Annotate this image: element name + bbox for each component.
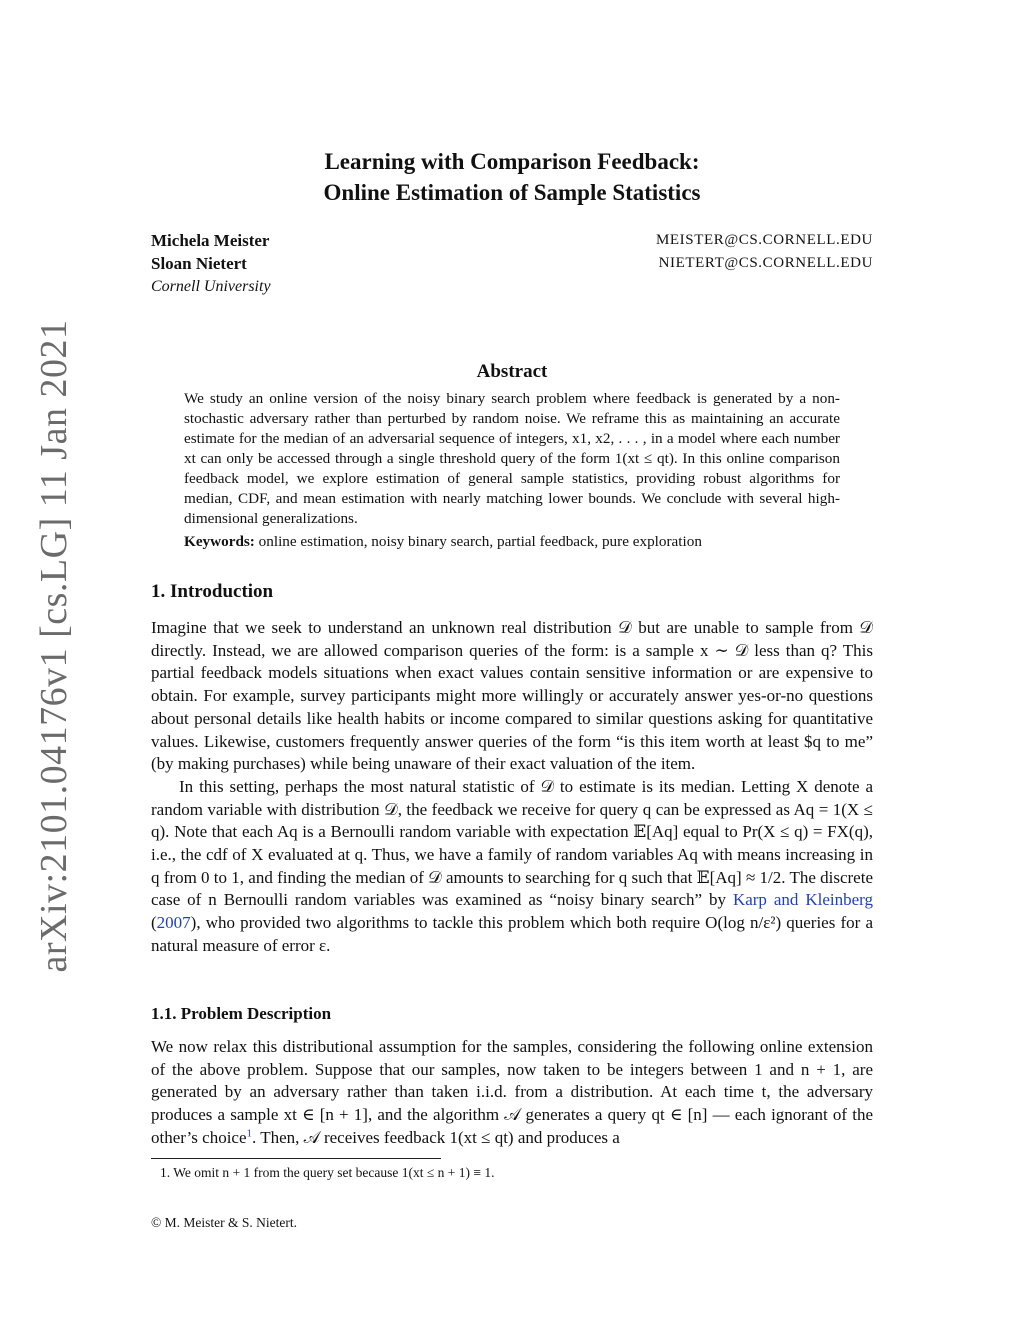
section-heading-introduction: 1. Introduction [151, 581, 274, 602]
keywords-label: Keywords: [184, 533, 255, 550]
intro-paragraph-1: Imagine that we seek to understand an unknown real distribution 𝒟 but are unable to sample from 𝒟 directly. Instead, we are allowed comparison queries of the form: is a sample x ∼ 𝒟 less than q? This partial feedback models situations when exact values contain sensitive information or are expensive to obtain. For example, survey participants might more willingly or accurately answer yes-or-no questions about personal details like health habits or income compared to similar questions asking for quantitative values. Likewise, customers frequently answer queries of the form “is this item worth at least $q to me” (by making purchases) while being unaware of their exact valuation of the item. [151, 618, 873, 774]
title-line-2: Online Estimation of Sample Statistics [323, 180, 701, 205]
affiliation: Cornell University [151, 278, 271, 295]
title-line-1: Learning with Comparison Feedback: [324, 149, 700, 174]
author-row [151, 229, 873, 252]
intro-p2-text-b: ), who provided two algorithms to tackle this problem which both require O(log n/ε²) queries for a natural measure of error ε. [151, 913, 873, 955]
problem-text-b: . Then, 𝒜 receives feedback 1(xt ≤ qt) and produces a [252, 1127, 620, 1147]
author-row [151, 252, 873, 275]
keywords [184, 532, 840, 552]
footnote-rule [151, 1158, 441, 1159]
author-email: NIETERT@CS.CORNELL.EDU [658, 255, 873, 271]
problem-text-a: We now relax this distributional assumption for the samples, considering the following online extension of the above problem. Suppose that our samples, now taken to be integers between 1 and n + 1, are generated by an adversary rather than taken i.i.d. from a distribution. At each time t, the adversary produces a sample xt ∈ [n + 1], and the algorithm 𝒜 generates a query qt ∈ [n] — each ignorant of the other’s choice [151, 1037, 873, 1147]
keywords-text: online estimation, noisy binary search, partial feedback, pure exploration [258, 533, 702, 550]
introduction-body [151, 617, 873, 958]
copyright-notice: © M. Meister & S. Nietert. [151, 1215, 297, 1230]
intro-p2-text-a: In this setting, perhaps the most natural statistic of 𝒟 to estimate is its median. Letting X denote a random variable with distribution 𝒟, the feedback we receive for query q can be expressed as Aq = 1(X ≤ q). Note that each Aq is a Bernoulli random variable with expectation 𝔼[Aq] equal to Pr(X ≤ q) = FX(q), i.e., the cdf of X evaluated at q. Thus, we have a family of random variables Aq with means increasing in q from 0 to 1, and finding the median of 𝒟 amounts to searching for q such that 𝔼[Aq] ≈ 1/2. The discrete case of n Bernoulli random variables was examined as “noisy binary search” by [151, 776, 873, 910]
footnote-mark[interactable]: 1 [246, 1127, 253, 1140]
footnote: 1. We omit n + 1 from the query set because 1(xt ≤ n + 1) ≡ 1. [160, 1165, 495, 1180]
intro-paragraph-2 [151, 776, 873, 958]
abstract-heading: Abstract [476, 361, 548, 382]
problem-description-body [151, 1036, 873, 1150]
citation-karp-kleinberg[interactable]: Karp and Kleinberg [732, 890, 873, 910]
arxiv-stamp: arXiv:2101.04176v1 [cs.LG] 11 Jan 2021 [33, 319, 75, 973]
problem-paragraph-1 [151, 1036, 873, 1150]
citation-year-2007[interactable]: 2007 [156, 913, 191, 933]
author-block [151, 229, 873, 298]
author-name: Michela Meister [151, 231, 270, 250]
author-name: Sloan Nietert [151, 254, 247, 273]
intro-p2-paren: ( [151, 913, 157, 933]
section-heading-problem-description: 1.1. Problem Description [151, 1004, 332, 1023]
paper-title [0, 146, 1024, 208]
author-email: MEISTER@CS.CORNELL.EDU [655, 232, 873, 248]
abstract-text: We study an online version of the noisy binary search problem where feedback is generated by a non-stochastic adversary rather than perturbed by random noise. We reframe this as maintaining an accurate estimate for the median of an adversarial sequence of integers, x1, x2, . . . , in a model where each number xt can only be accessed through a single threshold query of the form 1(xt ≤ qt). In this online comparison feedback model, we explore estimation of general sample statistics, providing robust algorithms for median, CDF, and mean estimation with nearly matching lower bounds. We conclude with several high-dimensional generalizations. [184, 390, 840, 527]
